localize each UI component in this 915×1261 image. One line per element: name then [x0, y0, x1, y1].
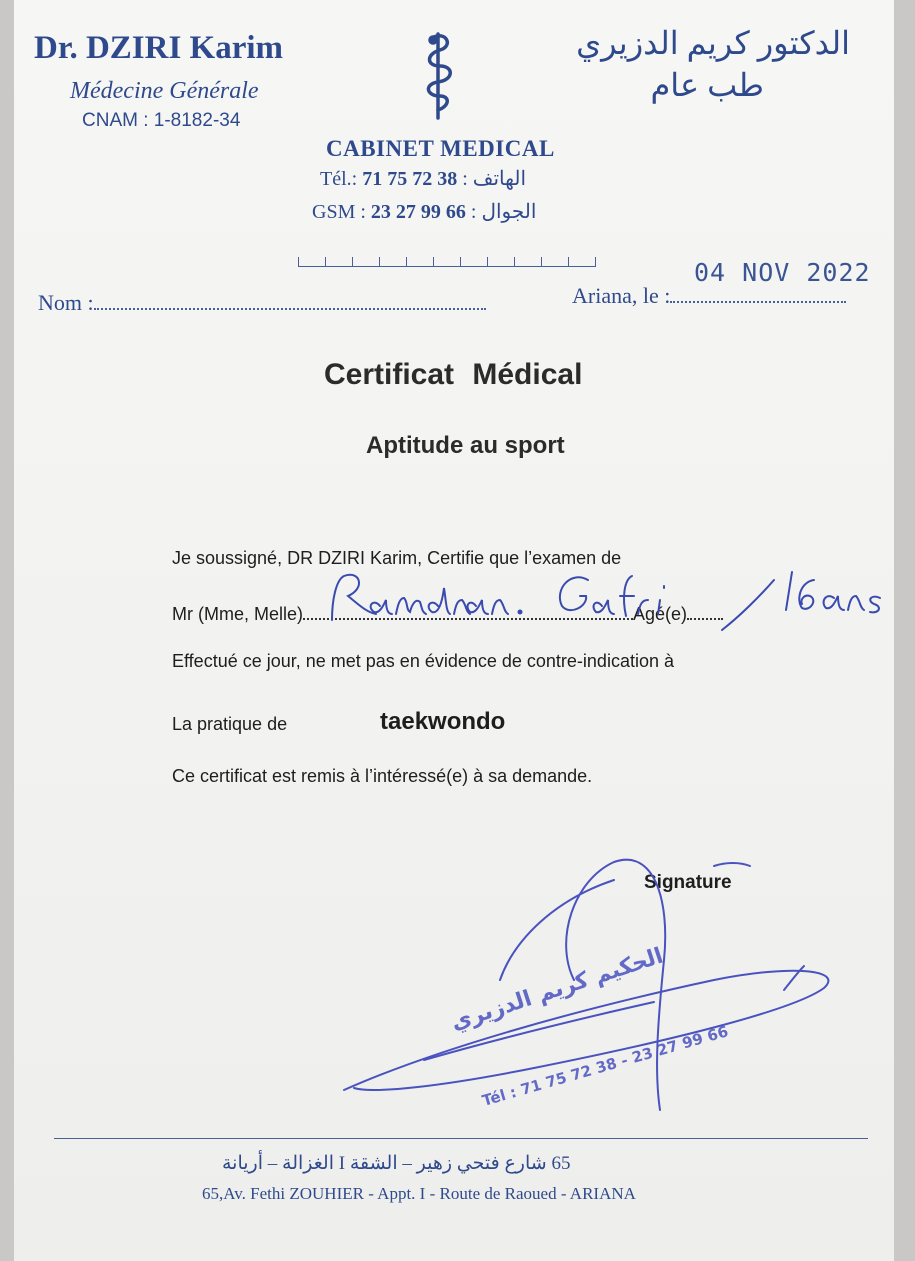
nom-label: Nom :	[38, 290, 94, 315]
gsm-arabic-label: : الجوال	[465, 201, 537, 223]
signature-label: Signature	[644, 872, 732, 893]
issued-line: Ce certificat est remis à l’intéressé(e) à sa demande.	[172, 766, 593, 786]
certificate-subtitle: Aptitude au sport	[366, 432, 565, 459]
age-label: Agé(e)	[633, 604, 688, 624]
contraindication-line: Effectué ce jour, ne met pas en évidence de contre-indication à	[172, 651, 674, 671]
specialty-arabic: طب عام	[650, 67, 764, 103]
handwritten-age	[722, 572, 880, 630]
cnam-number: CNAM : 1-8182-34	[82, 110, 241, 131]
certificate-title: Certificat Médical	[324, 358, 583, 391]
gsm-label: GSM :	[312, 201, 371, 223]
tel-number: 71 75 72 38	[362, 168, 458, 190]
doctor-name: Dr. DZIRI Karim	[34, 30, 284, 66]
certificate-page	[14, 0, 894, 1261]
tel-label: Tél.:	[320, 168, 363, 190]
doctor-specialty: Médecine Générale	[70, 78, 259, 104]
gsm-number: 23 27 99 66	[370, 201, 466, 223]
practice-label: La pratique de	[172, 714, 288, 734]
stamp-arabic-name: الحكيم كريم الدزيري	[448, 943, 667, 1036]
footer-address-arabic: 65 شارع فتحي زهير – الشقة I الغزالة – أريانة	[222, 1153, 571, 1174]
stamp-tel: Tél : 71 75 72 38 - 23 27 99 66	[480, 1022, 731, 1110]
footer-address-french: 65,Av. Fethi ZOUHIER - Appt. I - Route de Raoued - ARIANA	[202, 1184, 636, 1203]
footer-divider	[54, 1138, 868, 1139]
handwritten-patient-name	[332, 575, 664, 620]
place-label: Ariana, le :	[572, 283, 671, 308]
doctor-stamp	[448, 944, 730, 1110]
certify-line: Je soussigné, DR DZIRI Karim, Certifie que l’examen de	[172, 548, 622, 568]
doctor-name-arabic: الدكتور كريم الدزيري	[576, 25, 850, 61]
tel-arabic-label: : الهاتف	[457, 168, 527, 190]
patient-label: Mr (Mme, Melle)	[172, 604, 303, 624]
date-stamp: 04 NOV 2022	[694, 258, 871, 287]
cabinet-title: CABINET MEDICAL	[326, 136, 555, 161]
handwriting-layer	[14, 0, 894, 1261]
sport-name: taekwondo	[380, 708, 506, 735]
